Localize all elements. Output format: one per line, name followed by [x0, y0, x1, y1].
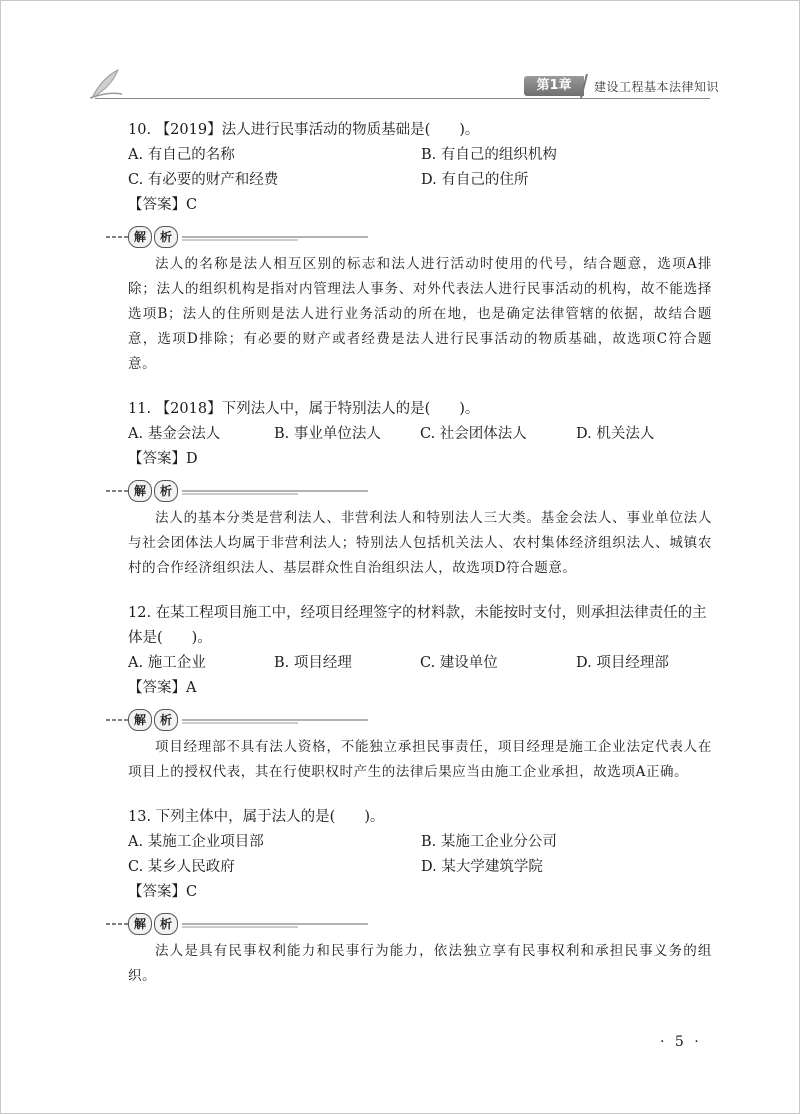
- leaf-logo-icon: [88, 68, 124, 100]
- question-stem: 11. 【2018】下列法人中，属于特别法人的是( )。: [128, 401, 480, 417]
- header-rule: [95, 98, 710, 99]
- explain-char-1: 解: [128, 709, 152, 731]
- question-stem: 12. 在某工程项目施工中，经项目经理签字的材料款，未能按时支付，则承担法律责任的主体是( )。: [128, 605, 707, 646]
- option-d: D. 某大学建筑学院: [421, 859, 543, 875]
- question-12: [128, 601, 712, 701]
- question-stem: 13. 下列主体中，属于法人的是( )。: [128, 809, 385, 825]
- option-c: C. 社会团体法人: [420, 426, 527, 442]
- explanation-badge: [128, 913, 178, 935]
- question-13: [128, 805, 712, 905]
- option-d: D. 项目经理部: [576, 655, 669, 671]
- explanation-badge: [128, 226, 178, 248]
- page-number: · 5 ·: [660, 1034, 702, 1050]
- question-11: [128, 397, 712, 472]
- options-grid: [128, 651, 712, 676]
- option-b: B. 事业单位法人: [274, 426, 381, 442]
- explain-char-2: 析: [154, 226, 178, 248]
- question-stem: 10. 【2019】法人进行民事活动的物质基础是( )。: [128, 122, 480, 138]
- main-content: [128, 118, 712, 989]
- explanation-header: [128, 224, 712, 250]
- option-d: D. 机关法人: [576, 426, 655, 442]
- option-a: A. 基金会法人: [128, 426, 221, 442]
- explanation-header: [128, 478, 712, 504]
- explanation-text: 项目经理部不具有法人资格，不能独立承担民事责任，项目经理是施工企业法定代表人在项目上的授权代表，其在行使职权时产生的法律后果应当由施工企业承担，故选项A正确。: [128, 739, 712, 780]
- option-b: B. 某施工企业分公司: [421, 834, 557, 850]
- answer: 【答案】A: [128, 680, 197, 696]
- explanation-text: 法人的名称是法人相互区别的标志和法人进行活动时使用的代号，结合题意，选项A排除；法人的组织机构是指对内管理法人事务、对外代表法人进行民事活动的机构，故不能选择选项B；法人的住所则是法人进行业务活动的所在地，也是确定法律管辖的依据，故结合题意，选项D排除；有必要的财产或者经费是法人进行民事活动的物质基础，故选项C符合题意。: [128, 256, 712, 372]
- explanation-text: 法人是具有民事权利能力和民事行为能力，依法独立享有民事权利和承担民事义务的组织。: [128, 943, 712, 984]
- option-a: A. 施工企业: [128, 655, 206, 671]
- option-d: D. 有自己的住所: [421, 172, 529, 188]
- explanation-header: [128, 707, 712, 733]
- option-a: A. 某施工企业项目部: [128, 834, 264, 850]
- chapter-title: 建设工程基本法律知识: [594, 80, 720, 94]
- explain-char-2: 析: [154, 709, 178, 731]
- explain-char-1: 解: [128, 226, 152, 248]
- option-c: C. 某乡人民政府: [128, 859, 235, 875]
- option-b: B. 项目经理: [274, 655, 352, 671]
- answer: 【答案】C: [128, 884, 198, 900]
- explanation-header: [128, 911, 712, 937]
- explain-char-1: 解: [128, 480, 152, 502]
- options-grid: [128, 830, 712, 880]
- explanation-text: 法人的基本分类是营利法人、非营利法人和特别法人三大类。基金会法人、事业单位法人与社会团体法人均属于非营利法人；特别法人包括机关法人、农村集体经济组织法人、城镇农村的合作经济组织法人、基层群众性自治组织法人，故选项D符合题意。: [128, 510, 712, 576]
- options-grid: [128, 422, 712, 447]
- explain-char-2: 析: [154, 913, 178, 935]
- question-10: [128, 118, 712, 218]
- options-grid: [128, 143, 712, 193]
- explain-char-2: 析: [154, 480, 178, 502]
- answer: 【答案】D: [128, 451, 198, 467]
- explanation-badge: [128, 709, 178, 731]
- slash-divider-icon: [579, 74, 589, 98]
- option-a: A. 有自己的名称: [128, 147, 235, 163]
- option-b: B. 有自己的组织机构: [421, 147, 557, 163]
- answer: 【答案】C: [128, 197, 198, 213]
- page-header: [0, 0, 800, 110]
- explanation-badge: [128, 480, 178, 502]
- option-c: C. 建设单位: [420, 655, 498, 671]
- option-c: C. 有必要的财产和经费: [128, 172, 279, 188]
- explain-char-1: 解: [128, 913, 152, 935]
- chapter-label: 第1章: [524, 76, 584, 96]
